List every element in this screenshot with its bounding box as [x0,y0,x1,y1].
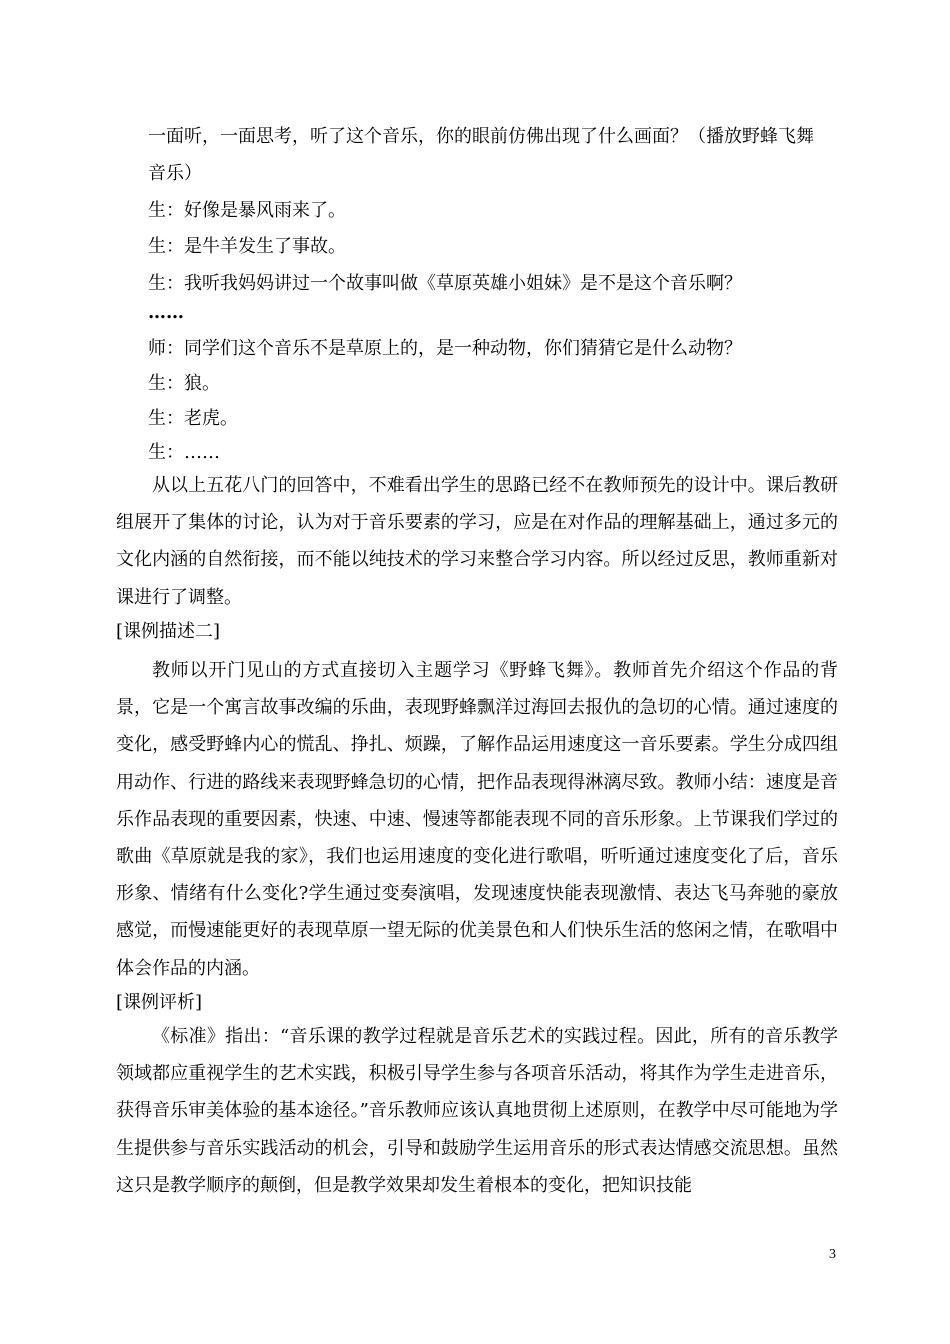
dialogue-line-1: 一面听，一面思考，听了这个音乐，你的眼前仿佛出现了什么画面？（播放野蜂飞舞 [148,126,814,147]
dialogue-line-4: 生：是牛羊发生了事故。 [148,236,346,257]
dialogue-line-3: 生：好像是暴风雨来了。 [148,200,346,221]
dialogue-line-8: 生：狼。 [148,373,220,394]
dialogue-line-10: 生：…… [148,442,220,463]
case2-text: 教师以开门见山的方式直接切入主题学习《野蜂飞舞》。教师首先介绍这个作品的背景，它是一个寓言故事改编的乐曲，表现野蜂飘洋过海回去报仇的急切的心情。通过速度的变化，感受野蜂内心的慌乱、挣扎、烦躁，了解作品运用速度这一音乐要素。学生分成四组用动作、行进的路线来表现野蜂急切的心情，把作品表现得淋漓尽致。教师小结：速度是音乐作品表现的重要因素，快速、中速、慢速等都能表现不同的音乐形象。上节课我们学过的歌曲《草原就是我的家》，我们也运用速度的变化进行歌唱，听听通过速度变化了后，音乐形象、情绪有什么变化?学生通过变奏演唱，发现速度快能表现激情、表达飞马奔驰的豪放感觉，而慢速能更好的表现草原一望无际的优美景色和人们快乐生活的悠闲之情，在歌唱中体会作品的内涵。 [116,660,838,979]
dialogue-line-2: 音乐） [148,163,202,184]
reflection-paragraph [116,467,838,616]
reflection-text: 从以上五花八门的回答中，不难看出学生的思路已经不在教师预先的设计中。课后教研组展开了集体的讨论，认为对于音乐要素的学习，应是在对作品的理解基础上，通过多元的文化内涵的自然衔接，而不能以纯技术的学习来整合学习内容。所以经过反思，教师重新对课进行了调整。 [116,475,838,608]
page-number: 3 [829,1247,836,1262]
review-heading: [课例评析] [116,992,203,1013]
case2-paragraph [116,652,838,987]
dialogue-line-7: 师：同学们这个音乐不是草原上的，是一种动物，你们猜猜它是什么动物？ [148,338,742,359]
dialogue-line-9: 生：老虎。 [148,408,238,429]
case2-heading: [课例描述二] [116,621,221,642]
dialogue-line-6: …… [148,302,184,323]
review-text: 《标准》指出：“音乐课的教学过程就是音乐艺术的实践过程。因此，所有的音乐教学领域都应重视学生的艺术实践，积极引导学生参与各项音乐活动，将其作为学生走进音乐，获得音乐审美体验的基本途径。”音乐教师应该认真地贯彻上述原则，在教学中尽可能地为学生提供参与音乐实践活动的机会，引导和鼓励学生运用音乐的形式表达情感交流思想。虽然这只是教学顺序的颠倒，但是教学效果却发生着根本的变化，把知识技能 [116,1026,838,1196]
dialogue-line-5: 生：我听我妈妈讲过一个故事叫做《草原英雄小姐妹》是不是这个音乐啊？ [148,273,742,294]
review-paragraph [116,1018,838,1204]
